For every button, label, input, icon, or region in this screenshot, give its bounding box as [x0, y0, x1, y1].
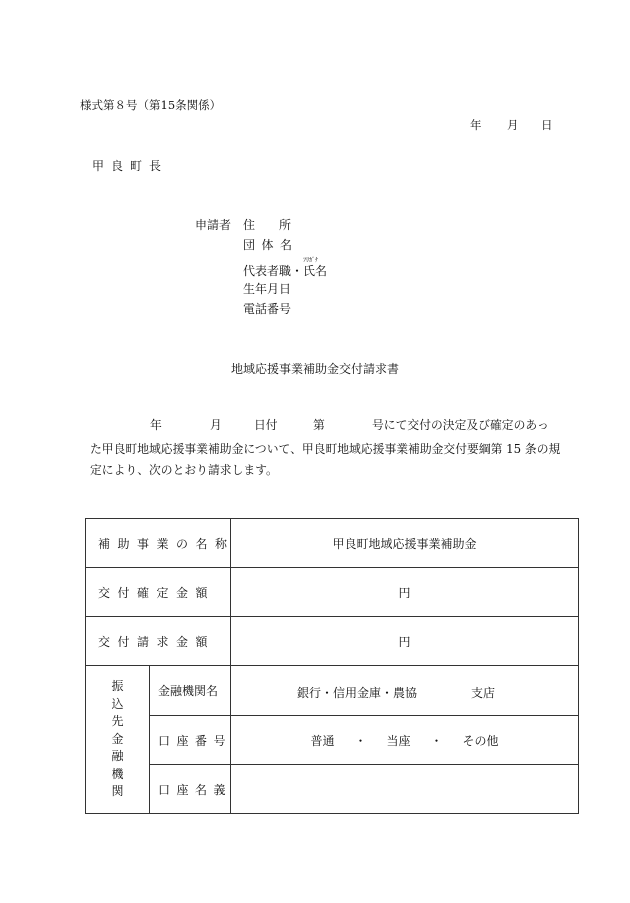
body-dai: 第: [313, 418, 325, 432]
vertical-char: 込: [111, 696, 124, 711]
account-option: 普通: [310, 733, 335, 748]
vertical-char: 先: [111, 714, 124, 729]
vertical-char: 振: [111, 679, 124, 694]
vertical-char: 機: [111, 766, 124, 781]
bank-name-value: [231, 666, 579, 716]
account-name-label: 口座名義: [150, 765, 231, 814]
body-line-1: [0, 420, 630, 434]
applicant-group-label: 団体名: [243, 238, 299, 252]
date-month-label: 月: [507, 118, 519, 132]
bank-types: 銀行・信用金庫・農協: [297, 686, 418, 700]
vertical-char: 融: [111, 749, 124, 764]
body-day: 日付: [254, 418, 278, 432]
body-month: 月: [210, 418, 222, 432]
table-row: [86, 568, 579, 617]
applicant-address-label: 住 所: [243, 218, 292, 232]
transfer-institution-label: [86, 666, 150, 814]
table-row: [86, 765, 579, 814]
request-table: [85, 518, 579, 814]
table-row: [86, 716, 579, 765]
body-line-2: た甲良町地域応援事業補助金について、甲良町地域応援事業補助金交付要綱第 15 条の規: [90, 442, 561, 456]
confirmed-amount-value: 円: [231, 568, 579, 617]
project-name-value: 甲良町地域応援事業補助金: [231, 519, 579, 568]
account-option: 当座: [386, 733, 411, 748]
applicant-phone-label: 電話番号: [243, 302, 292, 316]
account-type-options: [231, 716, 579, 765]
date-day-label: 日: [541, 118, 553, 132]
furigana-label: ﾌﾘｶﾞﾅ: [303, 257, 319, 264]
applicant-birthdate-label: 生年月日: [243, 282, 292, 296]
request-amount-label: 交付請求金額: [86, 617, 231, 666]
account-name-value: [231, 765, 579, 814]
body-year: 年: [150, 418, 162, 432]
form-number: 様式第８号（第15条関係）: [80, 98, 222, 112]
table-row: [86, 617, 579, 666]
account-option-separator: ・: [430, 733, 443, 748]
recipient: 甲良町長: [92, 159, 169, 173]
confirmed-amount-label: 交付確定金額: [86, 568, 231, 617]
account-option: その他: [462, 733, 499, 748]
body-line1-rest: 号にて交付の決定及び確定のあっ: [372, 418, 549, 432]
account-option-separator: ・: [354, 733, 367, 748]
table-row: [86, 519, 579, 568]
project-name-label: 補助事業の名称: [86, 519, 231, 568]
bank-name-label: 金融機関名: [150, 666, 231, 716]
applicant-representative-label: 代表者職・氏名: [243, 264, 328, 278]
bank-branch-label: 支店: [471, 686, 496, 700]
account-number-label: 口座番号: [150, 716, 231, 765]
date-year-label: 年: [470, 118, 482, 132]
vertical-char: 関: [111, 784, 124, 799]
table-row: [86, 666, 579, 716]
request-amount-value: 円: [231, 617, 579, 666]
applicant-role-label: 申請者: [195, 218, 232, 232]
document-title: 地域応援事業補助金交付請求書: [230, 362, 399, 376]
body-line-3: 定により、次のとおり請求します。: [90, 463, 278, 477]
vertical-char: 金: [111, 731, 124, 746]
